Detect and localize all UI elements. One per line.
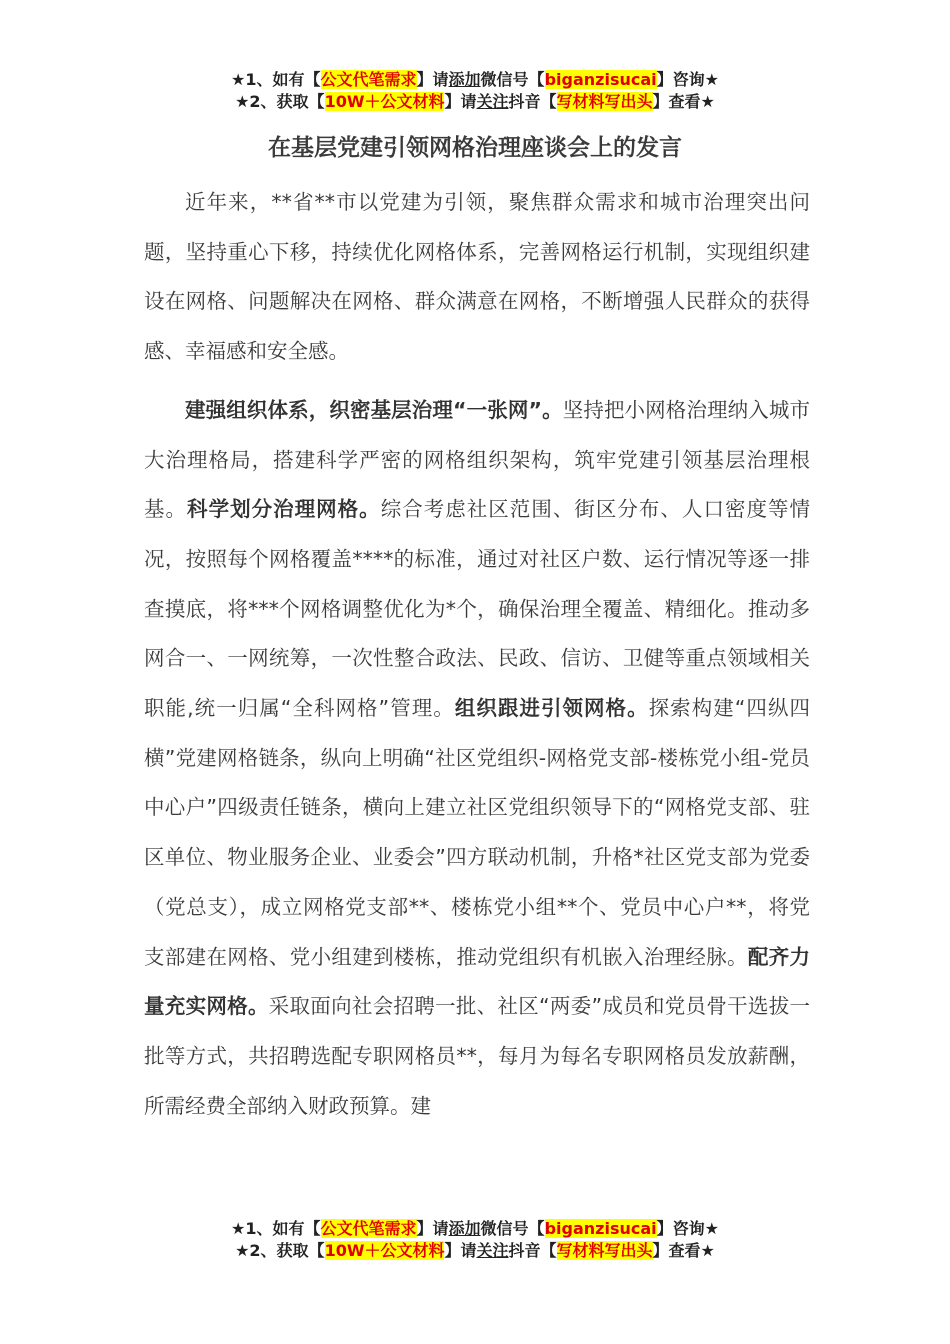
document-body <box>144 178 810 1131</box>
highlight-text: 10W＋公文材料 <box>324 1241 445 1260</box>
document-title: 在基层党建引领网格治理座谈会上的发言 <box>268 135 682 161</box>
promo-banner-bottom <box>0 1218 950 1262</box>
highlight-text: 公文代笔需求 <box>320 1219 417 1238</box>
highlight-text: 公文代笔需求 <box>320 70 417 89</box>
highlight-text: biganzisucai <box>544 1219 657 1238</box>
sub-heading: 组织跟进引领网格。 <box>454 696 649 721</box>
highlight-text: 写材料写出头 <box>556 92 653 111</box>
promo-line-1: ★1、如有【公文代笔需求】请添加微信号【biganzisucai】咨询★ <box>231 1219 719 1238</box>
sub-heading: 配齐力量充实网格。 <box>144 944 811 1019</box>
highlight-text: 10W＋公文材料 <box>324 92 445 111</box>
promo-line-2: ★2、获取【10W＋公文材料】请关注抖音【写材料写出头】查看★ <box>235 1241 715 1260</box>
sub-heading: 科学划分治理网格。 <box>187 497 381 522</box>
promo-banner-top <box>0 69 950 113</box>
highlight-text: 写材料写出头 <box>556 1241 653 1260</box>
intro-paragraph: 近年来，**省**市以党建为引领，聚焦群众需求和城市治理突出问题，坚持重心下移，持续优化网格体系，完善网格运行机制，实现组织建设在网格、问题解决在网格、群众满意在网格，不断增强人民群众的获得感、幸福感和安全感。 <box>144 190 810 364</box>
section-heading: 建强组织体系，织密基层治理“一张网”。 <box>185 397 563 422</box>
highlight-text: biganzisucai <box>544 70 657 89</box>
section-paragraph: 建强组织体系，织密基层治理“一张网”。坚持把小网格治理纳入城市大治理格局，搭建科学严密的网格组织架构，筑牢党建引领基层治理根基。科学划分治理网格。综合考虑社区范围、街区分布、人口密度等情况，按照每个网格覆盖****的标准，通过对社区户数、运行情况等逐一排查摸底，将***个网格调整优化为*个，确保治理全覆盖、精细化。推动多网合一、一网统筹，一次性整合政法、民政、信访、卫健等重点领域相关职能,统一归属“全科网格”管理。组织跟进引领网格。探索构建“四纵四横”党建网格链条，纵向上明确“社区党组织-网格党支部-楼栋党小组-党员中心户”四级责任链条，横向上建立社区党组织领导下的“网格党支部、驻区单位、物业服务企业、业委会”四方联动机制，升格*社区党支部为党委（党总支），成立网格党支部**、楼栋党小组**个、党员中心户**，将党支部建在网格、党小组建到楼栋，推动党组织有机嵌入治理经脉。配齐力量充实网格。采取面向社会招聘一批、社区“两委”成员和党员骨干选拔一批等方式，共招聘选配专职网格员**，每月为每名专职网格员发放薪酬，所需经费全部纳入财政预算。建 <box>144 397 811 1118</box>
promo-line-1: ★1、如有【公文代笔需求】请添加微信号【biganzisucai】咨询★ <box>231 70 719 89</box>
promo-line-2: ★2、获取【10W＋公文材料】请关注抖音【写材料写出头】查看★ <box>235 92 715 111</box>
